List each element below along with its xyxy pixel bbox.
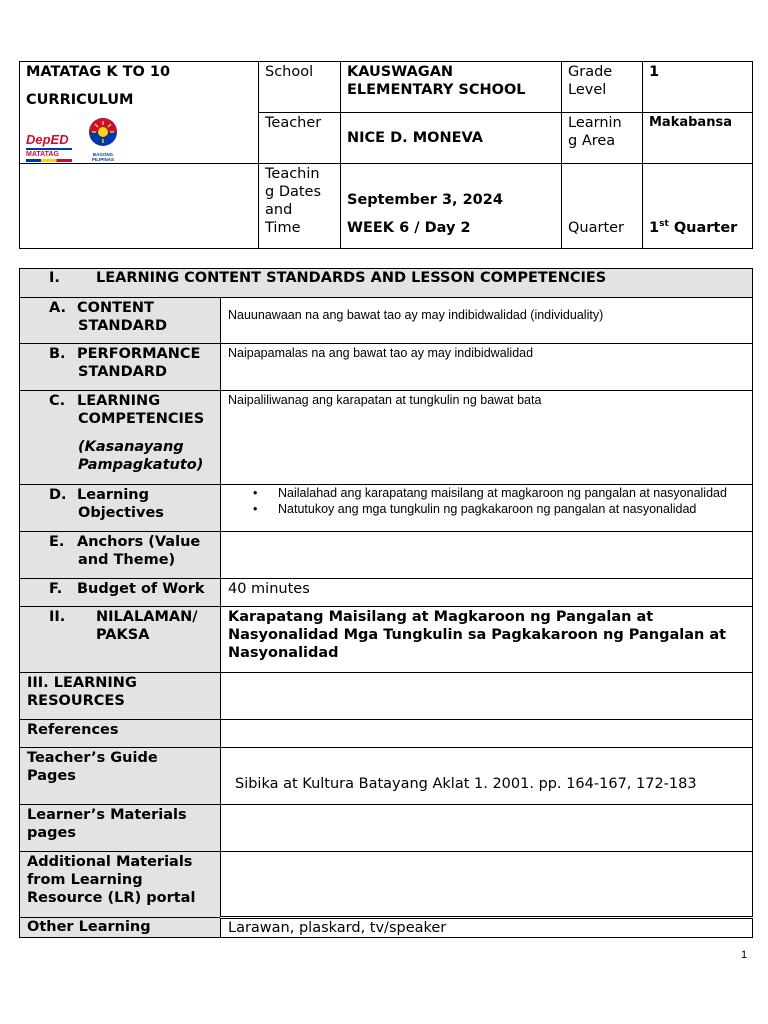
dates-label-line2: g Dates <box>265 184 322 200</box>
curriculum-title-line2: CURRICULUM <box>26 92 134 108</box>
content-standard-label <box>20 298 221 344</box>
lesson-table <box>19 268 753 938</box>
quarter-word: Quarter <box>668 220 738 236</box>
references-value <box>221 720 753 748</box>
grade-label-line2: Level <box>568 82 607 98</box>
grade-level-value: 1 <box>643 62 753 113</box>
list-item: • Nailalahad ang karapatang maisilang at magkaroon ng pangalan at nasyonalidad <box>221 485 752 501</box>
school-value <box>341 62 562 113</box>
row-letter: B. <box>49 346 66 362</box>
learning-area-value <box>643 113 753 164</box>
quarter-value-text <box>649 219 746 237</box>
additional-materials-label <box>20 852 221 918</box>
header-table <box>19 61 753 249</box>
learners-materials-value <box>221 805 753 852</box>
quarter-label-text: Quarter <box>568 220 625 236</box>
quarter-value <box>643 164 753 249</box>
performance-standard-label <box>20 344 221 391</box>
grade-level-label <box>562 62 643 113</box>
learning-area-label <box>562 113 643 164</box>
label-line: Anchors (Value <box>77 534 201 550</box>
budget-of-work-value: 40 minutes <box>221 579 753 607</box>
school-value-line2: ELEMENTARY SCHOOL <box>347 82 526 98</box>
label-line: COMPETENCIES <box>78 411 205 427</box>
curriculum-title-line1: MATATAG K TO 10 <box>26 64 171 80</box>
date-text: September 3, 2024 <box>347 192 503 208</box>
learning-objectives-value <box>221 485 753 532</box>
dates-label-line3: and <box>265 202 293 218</box>
dates-label <box>259 164 341 249</box>
area-label-line2: g Area <box>568 133 616 149</box>
week-text: WEEK 6 / Day 2 <box>347 220 471 236</box>
dates-label-line1: Teachin <box>265 166 320 182</box>
deped-matatag-logo <box>26 133 72 162</box>
label-line: Teacher’s Guide <box>27 750 158 766</box>
label-line: PERFORMANCE <box>77 346 201 362</box>
anchors-value <box>221 532 753 579</box>
row-letter: F. <box>49 581 63 597</box>
budget-of-work-label <box>20 579 221 607</box>
teachers-guide-label <box>20 748 221 805</box>
section1-title: LEARNING CONTENT STANDARDS AND LESSON COMPETENCIES <box>96 270 607 286</box>
label-line: Learner’s Materials <box>27 807 187 823</box>
bagong-pilipinas-seal-icon <box>86 117 120 147</box>
dates-label-line4: Time <box>265 220 301 236</box>
learning-competencies-value: Naipaliliwanag ang karapatan at tungkulin ng bawat bata <box>221 391 753 485</box>
label-line: NILALAMAN/ <box>96 609 198 625</box>
content-standard-value: Nauunawaan na ang bawat tao ay may indibidwalidad (individuality) <box>221 298 753 344</box>
bagong-pilipinas-logo <box>82 117 124 162</box>
label-line: and Theme) <box>78 552 176 568</box>
grade-label-line1: Grade <box>568 64 613 80</box>
row-letter: E. <box>49 534 65 550</box>
label-line: Budget of Work <box>77 581 205 597</box>
section2-numeral: II. <box>49 609 66 625</box>
nilalaman-value: Karapatang Maisilang at Magkaroon ng Pangalan at Nasyonalidad Mga Tungkulin sa Pagkakaroon ng Pangalan at Nasyonalidad <box>221 607 753 673</box>
section1-header <box>20 269 753 298</box>
section1-numeral: I. <box>49 270 60 286</box>
teachers-guide-text: Sibika at Kultura Batayang Aklat 1. 2001. pp. 164-167, 172-183 <box>235 776 697 792</box>
label-line: LEARNING <box>77 393 161 409</box>
label-line: Additional Materials <box>27 854 193 870</box>
quarter-label <box>562 164 643 249</box>
label-line: CONTENT <box>77 300 154 316</box>
references-label: References <box>20 720 221 748</box>
bagong-pilipinas-text: BAGONG PILIPINAS <box>91 152 114 162</box>
label-line: PAKSA <box>96 627 150 643</box>
teacher-label: Teacher <box>259 113 341 164</box>
label-line: Learning <box>77 487 150 503</box>
learning-resources-label <box>20 673 221 720</box>
label-line: Pages <box>27 768 76 784</box>
additional-materials-value <box>221 852 753 918</box>
teacher-value <box>341 113 562 164</box>
label-line: RESOURCES <box>27 693 125 709</box>
matatag-logo-text: MATATAG <box>26 151 59 158</box>
label-line: STANDARD <box>78 364 168 380</box>
row-letter: A. <box>49 300 66 316</box>
quarter-suffix: st <box>659 219 669 230</box>
header-blank-cell <box>20 164 259 249</box>
label-line: STANDARD <box>78 318 168 334</box>
curriculum-cell <box>20 62 259 164</box>
row-letter: C. <box>49 393 66 409</box>
label-line: (Kasanayang <box>78 439 184 455</box>
row-letter: D. <box>49 487 67 503</box>
learners-materials-label <box>20 805 221 852</box>
list-item: • Natutukoy ang mga tungkulin ng pagkakaroon ng pangalan at nasyonalidad <box>221 501 752 517</box>
anchors-label <box>20 532 221 579</box>
objectives-list <box>221 485 752 517</box>
quarter-number: 1 <box>649 220 660 236</box>
label-line: Resource (LR) portal <box>27 890 196 906</box>
other-learning-label: Other Learning <box>20 918 221 938</box>
area-label-line1: Learnin <box>568 115 622 131</box>
learning-resources-value <box>221 673 753 720</box>
label-line: Pampagkatuto) <box>78 457 204 473</box>
dates-value <box>341 164 562 249</box>
learning-objectives-label <box>20 485 221 532</box>
logo-group <box>26 117 252 162</box>
learning-competencies-label <box>20 391 221 485</box>
teachers-guide-value <box>221 748 753 805</box>
deped-logo-text: DepED <box>26 132 69 147</box>
school-value-line1: KAUSWAGAN <box>347 64 454 80</box>
other-learning-value: Larawan, plaskard, tv/speaker <box>221 918 753 938</box>
label-line: Objectives <box>78 505 164 521</box>
nilalaman-label <box>20 607 221 673</box>
label-line: from Learning <box>27 872 143 888</box>
performance-standard-value: Naipapamalas na ang bawat tao ay may indibidwalidad <box>221 344 753 391</box>
label-line: pages <box>27 825 77 841</box>
label-line: III. LEARNING <box>27 675 137 691</box>
area-name: Makabansa <box>649 115 732 130</box>
page-number: 1 <box>741 949 748 961</box>
school-label: School <box>259 62 341 113</box>
teacher-name: NICE D. MONEVA <box>347 130 483 146</box>
